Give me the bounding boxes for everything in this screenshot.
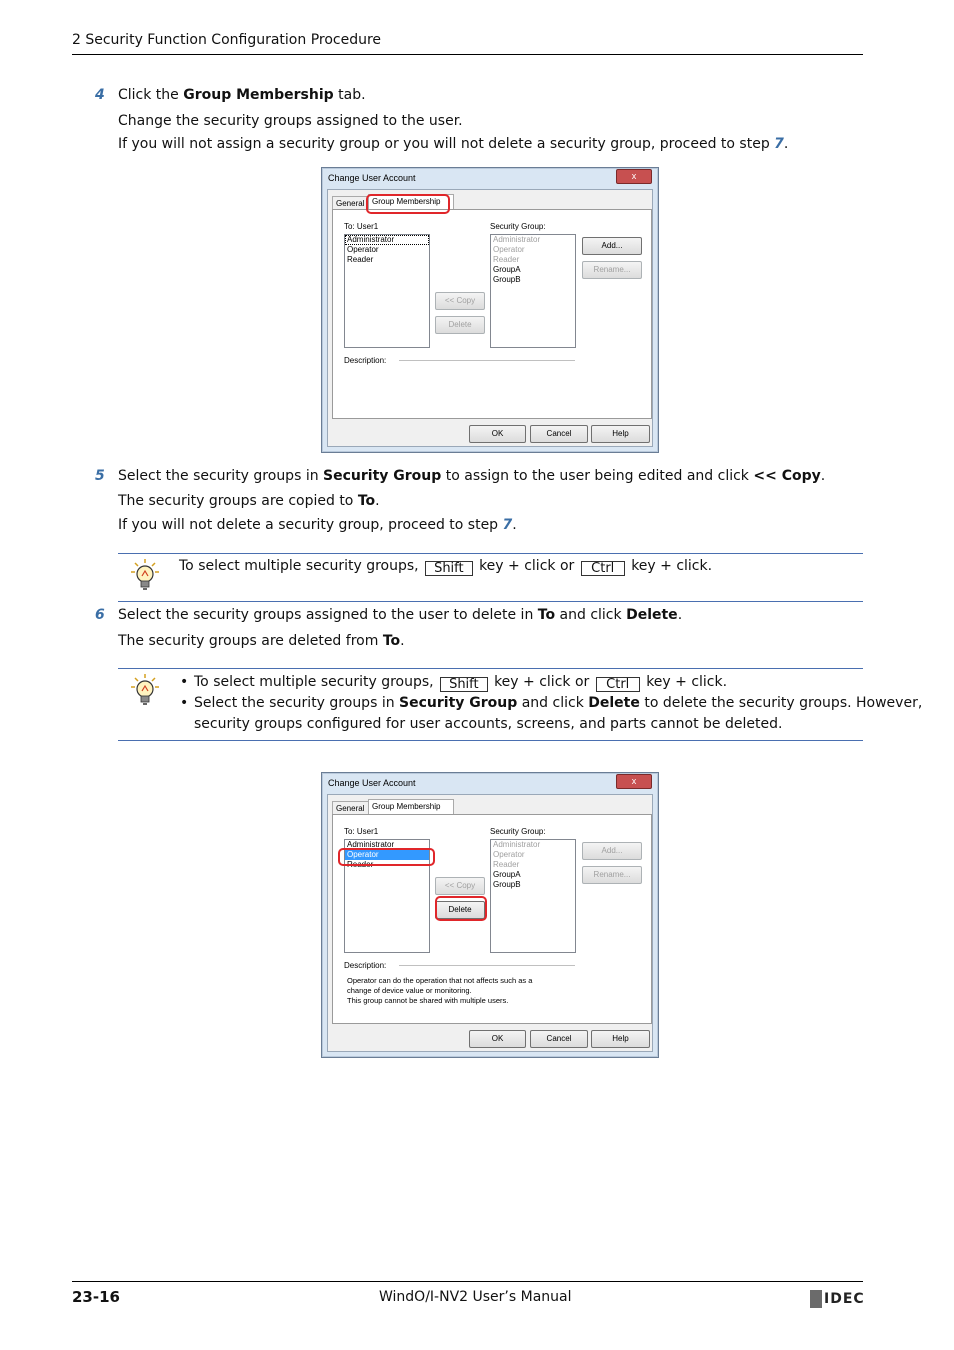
- tip1-post: key + click.: [631, 558, 713, 574]
- step-number-4: 4: [95, 87, 105, 103]
- help-button[interactable]: Help: [591, 425, 650, 443]
- step-link-7[interactable]: 7: [502, 517, 513, 533]
- step4-text: tab.: [333, 87, 366, 103]
- bullet: •: [180, 674, 189, 690]
- tip2-bullet2: [194, 694, 922, 712]
- description-line: change of device value or monitoring.: [347, 986, 472, 995]
- tip1-mid: key + click or: [479, 558, 575, 574]
- list-item[interactable]: Reader: [347, 255, 374, 264]
- footer-rule: [72, 1281, 863, 1282]
- list-item-selected[interactable]: Operator: [345, 850, 429, 860]
- security-group-list[interactable]: [490, 234, 576, 348]
- ctrl-key: Ctrl: [596, 677, 640, 692]
- step4-tab-name: Group Membership: [183, 87, 334, 103]
- list-item[interactable]: Reader: [493, 860, 520, 869]
- delete-button[interactable]: Delete: [435, 316, 485, 334]
- step6-bold: To: [537, 607, 556, 623]
- cancel-button[interactable]: Cancel: [530, 425, 588, 443]
- shift-key: Shift: [440, 677, 488, 692]
- description-divider: [399, 965, 575, 966]
- step4-text: Click the: [118, 87, 184, 103]
- logo-text: IDEC: [824, 1291, 865, 1307]
- tab-panel: [332, 814, 652, 1024]
- tip2-b2-text: to delete the security groups. However,: [639, 695, 923, 711]
- change-user-account-dialog: [321, 772, 659, 1058]
- step5-text: to assign to the user being edited and click: [441, 468, 754, 484]
- delete-button[interactable]: Delete: [435, 901, 485, 919]
- lightbulb-icon: [130, 673, 160, 707]
- rename-button[interactable]: Rename...: [582, 866, 642, 884]
- running-header: 2 Security Function Configuration Procedure: [72, 32, 382, 48]
- description-label: Description:: [344, 356, 387, 365]
- help-button[interactable]: Help: [591, 1030, 650, 1048]
- step5-text: .: [820, 468, 826, 484]
- copy-button[interactable]: << Copy: [435, 877, 485, 895]
- dialog-body: [327, 794, 653, 1052]
- step6-bold: Delete: [626, 607, 678, 623]
- list-item[interactable]: Reader: [493, 255, 520, 264]
- tip2-bullet1: [194, 673, 727, 692]
- tip-top-rule: [118, 553, 863, 554]
- security-group-label: Security Group:: [490, 827, 546, 836]
- step5-bold: << Copy: [753, 468, 821, 484]
- idec-logo: [810, 1290, 865, 1308]
- tip2-bullet2-cont: security groups configured for user accounts, screens, and parts cannot be deleted.: [194, 716, 783, 732]
- tip2-b2-bold: Delete: [588, 695, 640, 711]
- highlight-operator-item: [338, 848, 435, 866]
- list-item[interactable]: Operator: [493, 850, 525, 859]
- list-item[interactable]: Reader: [347, 860, 374, 869]
- tip2-b2-text: and click: [517, 695, 589, 711]
- description-label: Description:: [344, 961, 387, 970]
- tab-general[interactable]: General: [332, 801, 370, 815]
- add-button[interactable]: Add...: [582, 842, 642, 860]
- page-number: 23-16: [72, 1288, 120, 1306]
- manual-title: WindO/I-NV2 User’s Manual: [379, 1289, 572, 1305]
- to-user: User1: [356, 827, 379, 836]
- list-item[interactable]: GroupB: [493, 880, 521, 889]
- step6-text: .: [677, 607, 683, 623]
- dialog-body: [327, 189, 653, 447]
- step4-instruction: [118, 86, 366, 104]
- logo-mark-icon: [810, 1290, 822, 1308]
- step4-note-end: .: [783, 136, 789, 152]
- step6-result-bold: To: [382, 633, 401, 649]
- step5-result-bold: To: [357, 493, 376, 509]
- tip2-b2-text: Select the security groups in: [194, 695, 400, 711]
- tip2-pre: To select multiple security groups,: [194, 674, 434, 690]
- to-list[interactable]: [344, 234, 430, 348]
- description-text: [347, 976, 532, 1006]
- change-user-account-dialog: [321, 167, 659, 453]
- add-button[interactable]: Add...: [582, 237, 642, 255]
- close-button[interactable]: x: [616, 169, 652, 184]
- step5-bold: Security Group: [323, 468, 442, 484]
- tip2-b2-bold: Security Group: [399, 695, 518, 711]
- to-label: [344, 827, 378, 836]
- step-number-6: 6: [95, 607, 105, 623]
- lightbulb-icon: [130, 558, 160, 592]
- step4-result: Change the security groups assigned to the user.: [118, 113, 463, 129]
- list-item[interactable]: GroupB: [493, 275, 521, 284]
- rename-button[interactable]: Rename...: [582, 261, 642, 279]
- list-item[interactable]: Operator: [493, 245, 525, 254]
- ctrl-key: Ctrl: [581, 561, 625, 576]
- step5-result-end: .: [375, 493, 380, 509]
- security-group-label: Security Group:: [490, 222, 546, 231]
- step5-text: Select the security groups in: [118, 468, 324, 484]
- list-item[interactable]: GroupA: [493, 265, 521, 274]
- step5-note-end: .: [512, 517, 517, 533]
- tip2-post: key + click.: [646, 674, 728, 690]
- tab-general[interactable]: General: [332, 196, 370, 210]
- step5-instruction: [118, 467, 825, 485]
- tab-group-membership[interactable]: Group Membership: [368, 799, 454, 815]
- dialog-title: Change User Account: [328, 173, 416, 183]
- description-line: This group cannot be shared with multiple users.: [347, 996, 509, 1005]
- ok-button[interactable]: OK: [469, 1030, 526, 1048]
- description-line: Operator can do the operation that not affects such as a: [347, 976, 533, 985]
- to-label-text: To:: [344, 827, 355, 836]
- list-item[interactable]: GroupA: [493, 870, 521, 879]
- tip-top-rule: [118, 668, 863, 669]
- step4-note-text: If you will not assign a security group or you will not delete a security group, proceed to step: [118, 136, 775, 152]
- tip1-pre: To select multiple security groups,: [179, 558, 419, 574]
- cancel-button[interactable]: Cancel: [530, 1030, 588, 1048]
- step6-text: Select the security groups assigned to the user to delete in: [118, 607, 538, 623]
- security-group-list[interactable]: [490, 839, 576, 953]
- bullet: •: [180, 695, 189, 711]
- step-number-5: 5: [95, 468, 105, 484]
- shift-key: Shift: [425, 561, 473, 576]
- description-divider: [399, 360, 575, 361]
- step5-result-text: The security groups are copied to: [118, 493, 358, 509]
- tab-panel: [332, 209, 652, 419]
- tip-bottom-rule: [118, 601, 863, 602]
- to-label-text: To:: [344, 222, 355, 231]
- header-rule: [72, 54, 863, 55]
- to-user: User1: [356, 222, 379, 231]
- list-item[interactable]: Administrator: [493, 235, 541, 244]
- step5-note-text: If you will not delete a security group, proceed to step: [118, 517, 503, 533]
- step6-result-end: .: [400, 633, 405, 649]
- list-item[interactable]: Administrator: [345, 235, 429, 245]
- step6-result-text: The security groups are deleted from: [118, 633, 383, 649]
- step6-result: [118, 632, 405, 650]
- ok-button[interactable]: OK: [469, 425, 526, 443]
- step5-result: [118, 492, 380, 510]
- highlight-group-membership-tab: [366, 194, 450, 214]
- highlight-delete-button: [435, 896, 487, 921]
- copy-button[interactable]: << Copy: [435, 292, 485, 310]
- tab-group-membership[interactable]: Group Membership: [368, 194, 454, 210]
- step5-note: [118, 516, 517, 534]
- step-link-7[interactable]: 7: [774, 136, 784, 152]
- step4-note: [118, 135, 788, 153]
- list-item[interactable]: Operator: [347, 245, 379, 254]
- list-item[interactable]: Administrator: [347, 840, 395, 849]
- tip2-mid: key + click or: [494, 674, 590, 690]
- list-item[interactable]: Administrator: [493, 840, 541, 849]
- step6-text: and click: [555, 607, 627, 623]
- close-button[interactable]: x: [616, 774, 652, 789]
- step6-instruction: [118, 606, 682, 624]
- to-label: [344, 222, 378, 231]
- tip-bottom-rule: [118, 740, 863, 741]
- dialog-title: Change User Account: [328, 778, 416, 788]
- tip1-text: [179, 557, 712, 576]
